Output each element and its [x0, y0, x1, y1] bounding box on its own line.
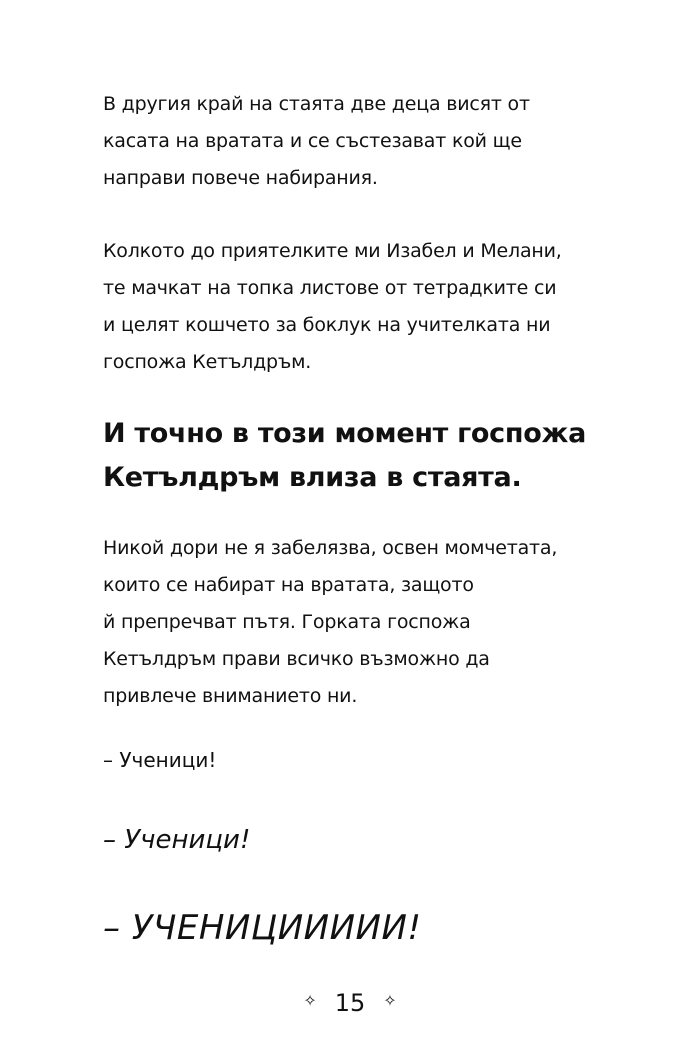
emphasis-line-1: И точно в този момент госпожа [103, 418, 586, 449]
paragraph-2-line-2: те мачкат на топка листове от тетрадките си [103, 277, 557, 299]
dialogue-line-3: – УЧЕНИЦИИИИИ! [103, 908, 422, 948]
dialogue-line-1: – Ученици! [103, 748, 217, 772]
paragraph-1-line-1: В другия край на стаята две деца висят от [103, 93, 530, 115]
paragraph-2-line-1: Колкото до приятелките ми Изабел и Мелани, [103, 240, 562, 262]
sparkle-ornament-icon-left: ✧ [303, 991, 317, 1010]
paragraph-3-line-4: Кетълдръм прави всичко възможно да [103, 648, 490, 670]
paragraph-3-line-3: й препречват пътя. Горката госпожа [103, 611, 471, 633]
dialogue-line-2: – Ученици! [103, 825, 251, 855]
emphasis-paragraph [103, 412, 663, 500]
paragraph-1-line-2: касата на вратата и се състезават кой ще [103, 130, 522, 152]
paragraph-3-line-2: които се набират на вратата, защото [103, 574, 474, 596]
paragraph-2 [103, 233, 643, 381]
paragraph-3-line-1: Никой дори не я забелязва, освен момчетата, [103, 537, 558, 559]
paragraph-3 [103, 530, 643, 715]
paragraph-3-line-5: привлече вниманието ни. [103, 685, 358, 707]
page-footer [0, 982, 700, 1023]
paragraph-2-line-4: госпожа Кетълдръм. [103, 351, 312, 373]
emphasis-line-2: Кетълдръм влиза в стаята. [103, 462, 522, 493]
page-number: 15 [334, 989, 366, 1017]
sparkle-ornament-icon-right: ✧ [383, 991, 397, 1010]
paragraph-1 [103, 86, 643, 197]
paragraph-2-line-3: и целят кошчето за боклук на учителката ни [103, 314, 551, 336]
paragraph-1-line-3: направи повече набирания. [103, 167, 378, 189]
